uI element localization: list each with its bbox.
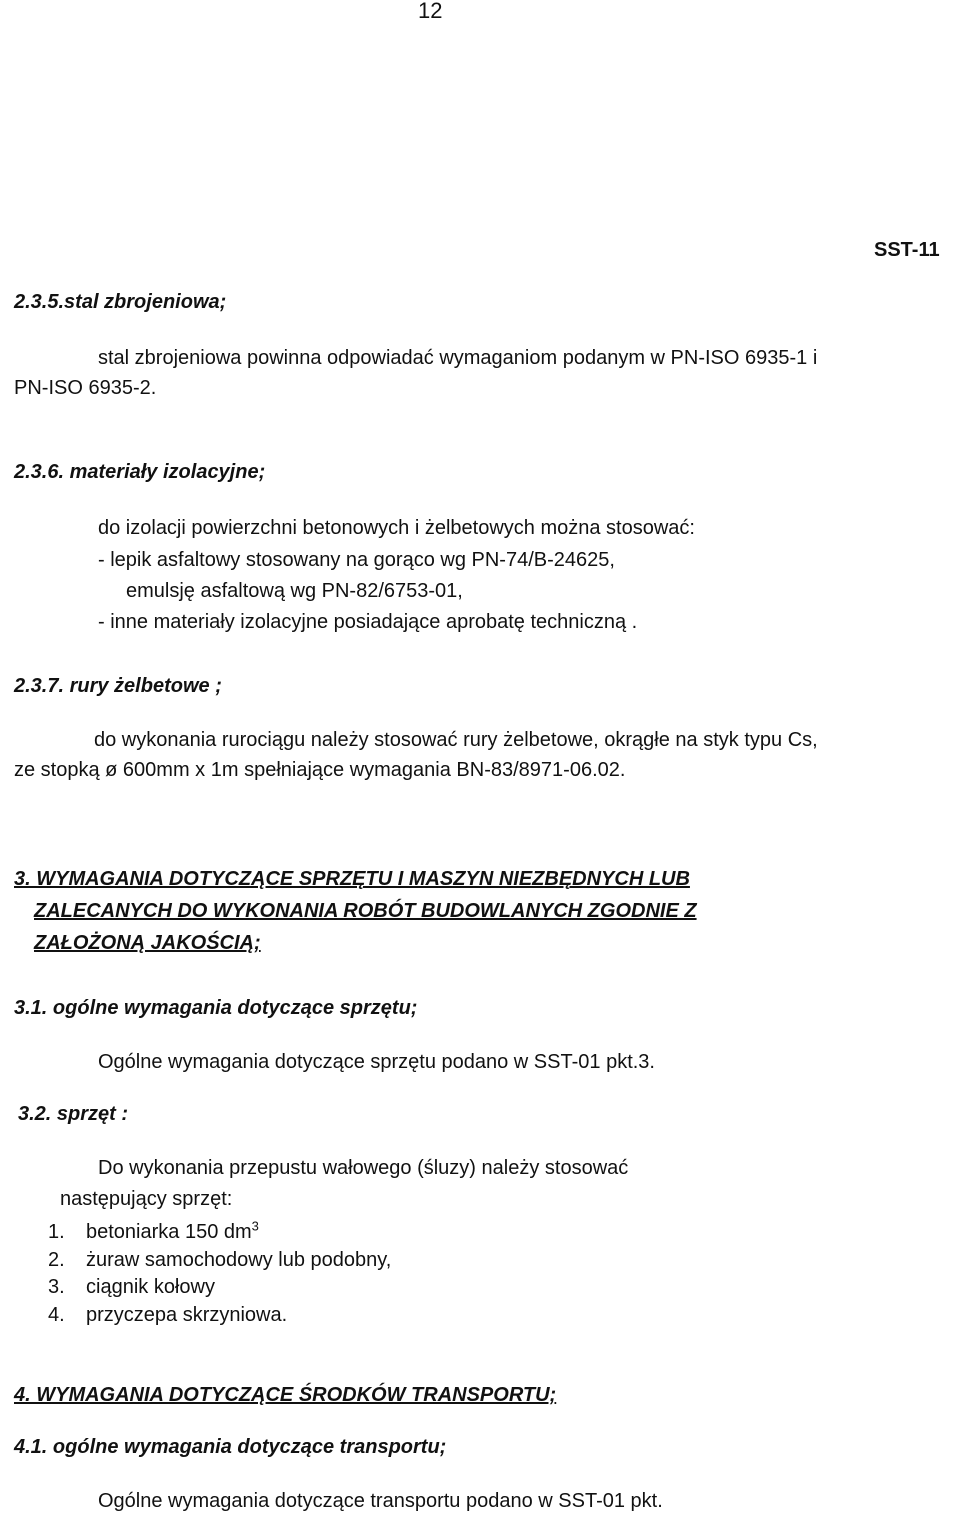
section-heading-3-line: ZAŁOŻONĄ JAKOŚCIĄ; — [34, 932, 261, 954]
list-text-body: betoniarka 150 dm — [86, 1221, 252, 1243]
list-text — [86, 1220, 259, 1244]
list-text: ciągnik kołowy — [86, 1276, 215, 1298]
list-text: przyczepa skrzyniowa. — [86, 1304, 288, 1326]
list-item: - lepik asfaltowy stosowany na gorąco wg PN-74/B-24625, — [98, 549, 615, 571]
section-heading-3-line: 3. WYMAGANIA DOTYCZĄCE SPRZĘTU I MASZYN NIEZBĘDNYCH LUB — [14, 868, 690, 890]
paragraph-line: do wykonania rurociągu należy stosować rury żelbetowe, okrągłe na styk typu Cs, — [94, 729, 818, 751]
section-heading-2-3-6: 2.3.6. materiały izolacyjne; — [14, 461, 266, 483]
paragraph-line: Ogólne wymagania dotyczące transportu podano w SST-01 pkt. — [98, 1490, 663, 1512]
list-number: 1. — [48, 1221, 65, 1243]
list-item — [48, 1303, 288, 1327]
list-number: 2. — [48, 1249, 65, 1271]
page-number: 12 — [418, 0, 443, 23]
section-heading-2-3-5: 2.3.5.stal zbrojeniowa; — [14, 291, 227, 313]
paragraph-line: do izolacji powierzchni betonowych i żelbetowych można stosować: — [98, 517, 695, 539]
section-heading-4: 4. WYMAGANIA DOTYCZĄCE ŚRODKÓW TRANSPORTU; — [14, 1384, 557, 1406]
list-item — [48, 1275, 215, 1299]
list-item — [48, 1218, 259, 1244]
paragraph-line: stal zbrojeniowa powinna odpowiadać wymaganiom podanym w PN-ISO 6935-1 i — [98, 347, 818, 369]
paragraph-line: następujący sprzęt: — [60, 1188, 233, 1210]
section-heading-3-1: 3.1. ogólne wymagania dotyczące sprzętu; — [14, 997, 418, 1019]
list-text: żuraw samochodowy lub podobny, — [86, 1249, 392, 1271]
list-item: emulsję asfaltową wg PN-82/6753-01, — [126, 580, 463, 602]
section-heading-4-1: 4.1. ogólne wymagania dotyczące transportu; — [14, 1436, 447, 1458]
list-number: 4. — [48, 1304, 65, 1326]
superscript: 3 — [251, 1218, 259, 1234]
list-item — [48, 1248, 392, 1272]
section-heading-3-line: ZALECANYCH DO WYKONANIA ROBÓT BUDOWLANYCH ZGODNIE Z — [34, 900, 697, 922]
paragraph-line: Ogólne wymagania dotyczące sprzętu podano w SST-01 pkt.3. — [98, 1051, 655, 1073]
document-code: SST-11 — [874, 239, 940, 261]
section-heading-2-3-7: 2.3.7. rury żelbetowe ; — [14, 675, 222, 697]
paragraph-line: ze stopką ø 600mm x 1m spełniające wymagania BN-83/8971-06.02. — [14, 759, 626, 781]
list-item: - inne materiały izolacyjne posiadające aprobatę techniczną . — [98, 611, 638, 633]
list-number: 3. — [48, 1276, 65, 1298]
paragraph-line: Do wykonania przepustu wałowego (śluzy) należy stosować — [98, 1157, 629, 1179]
section-heading-3-2: 3.2. sprzęt : — [18, 1103, 129, 1125]
paragraph-line: PN-ISO 6935-2. — [14, 377, 157, 399]
